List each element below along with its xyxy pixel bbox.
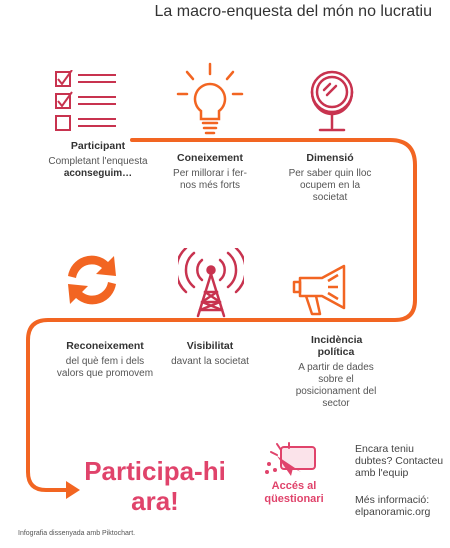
step-heading: Incidència política: [311, 334, 363, 358]
step-incidencia: [290, 334, 382, 410]
step-visibilitat: [170, 340, 250, 368]
step-dimensio: [285, 152, 375, 204]
step-text: Per millorar i fer-nos més forts: [173, 168, 247, 191]
step-heading: Reconeixement: [66, 340, 144, 352]
click-cursor-icon[interactable]: [263, 442, 319, 478]
step-text: Per saber quin lloc ocupem en la societat: [288, 168, 372, 203]
footer-credit: Infografia dissenyada amb Piktochart.: [18, 530, 136, 537]
questionnaire-link[interactable]: Accés al qüestionari: [264, 480, 324, 505]
more-info-label: Més informació:: [355, 494, 430, 506]
step-heading: Coneixement: [177, 152, 243, 164]
megaphone-icon: [292, 262, 358, 320]
checklist-icon: [54, 70, 120, 136]
cta-participa[interactable]: Participa-hi ara!: [84, 456, 226, 516]
mirror-icon: [300, 62, 364, 138]
website-link[interactable]: elpanoramic.org: [355, 506, 431, 518]
step-text-bold: aconseguim…: [63, 168, 133, 179]
refresh-arrows-icon: [62, 250, 122, 310]
page-title: La macro-enquesta del món no lucratiu: [154, 3, 432, 20]
step-text: A partir de dades sobre el posicionament del sector: [295, 362, 377, 409]
step-heading: Visibilitat: [186, 340, 234, 352]
step-coneixement: [165, 152, 255, 192]
step-text-main: Completant l'enquesta: [48, 156, 148, 167]
more-info: [355, 494, 447, 518]
contact-text: Encara teniu dubtes? Contacteu amb l'equip: [355, 443, 444, 479]
step-reconeixement: [55, 340, 155, 380]
lightbulb-icon: [175, 62, 245, 138]
step-participant: [48, 140, 148, 180]
step-heading: Participant: [70, 140, 126, 152]
step-text: davant la societat: [171, 356, 249, 367]
step-text: del què fem i dels valors que promovem: [56, 356, 154, 379]
broadcast-tower-icon: [178, 248, 244, 318]
step-text: [48, 156, 148, 180]
step-heading: Dimensió: [306, 152, 354, 164]
